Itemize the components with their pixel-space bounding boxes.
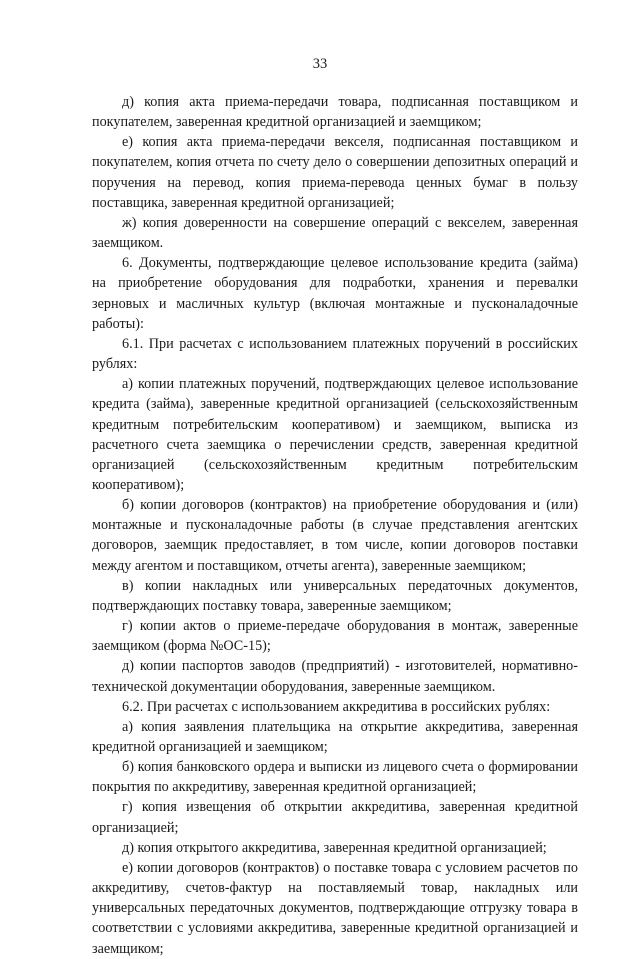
paragraph-6-2-item-b: б) копия банковского ордера и выписки из лицевого счета о формировании покрытия по аккредитиву, заверенная кредитной организацией; bbox=[92, 759, 578, 796]
paragraph-section-6: 6. Документы, подтверждающие целевое использование кредита (займа) на приобретение оборудования для подработки, хранения и перевалки зерновых и масличных культур (включая монтажные и пусконаладочные работы): bbox=[92, 255, 578, 332]
paragraph-6-2-item-g: г) копия извещения об открытии аккредитива, заверенная кредитной организацией; bbox=[92, 799, 578, 836]
paragraph-6-1-item-g: г) копии актов о приеме-передаче оборудования в монтаж, заверенные заемщиком (форма №ОС-15); bbox=[92, 618, 578, 655]
paragraph-section-6-1: 6.1. При расчетах с использованием платежных поручений в российских рублях: bbox=[92, 335, 578, 373]
paragraph-item-e-bill-act: е) копия акта приема-передачи векселя, подписанная поставщиком и покупателем, копия отчета по счету дело о совершении депозитных операций и поручения на перевод, копия приема-перевода ценных бумаг в пользу поставщика, заверенная кредитной организацией; bbox=[92, 134, 578, 211]
page-number: 33 bbox=[312, 56, 328, 72]
paragraph-6-2-item-a: а) копия заявления плательщика на открытие аккредитива, заверенная кредитной организацией и заемщиком; bbox=[92, 718, 578, 755]
paragraph-6-1-item-d: д) копии паспортов заводов (предприятий) - изготовителей, нормативно-технической документации оборудования, заверенные заемщиком. bbox=[92, 658, 578, 695]
paragraph-6-1-item-v: в) копии накладных или универсальных передаточных документов, подтверждающих поставку товара, заверенные заемщиком; bbox=[92, 577, 578, 614]
paragraph-section-6-2: 6.2. При расчетах с использованием аккредитива в российских рублях: bbox=[122, 698, 551, 715]
paragraph-6-2-item-e: е) копии договоров (контрактов) о поставке товара с условием расчетов по аккредитиву, счетов-фактур на поставляемый товар, накладных или универсальных передаточных документов, подтверждающие отгрузку товара в соответствии с условиями аккредитива, заверенные кредитной организацией и заемщиком; bbox=[92, 859, 578, 957]
paragraph-item-d-act: д) копия акта приема-передачи товара, подписанная поставщиком и покупателем, заверенная кредитной организацией и заемщиком; bbox=[92, 94, 578, 131]
paragraph-6-1-item-b: б) копии договоров (контрактов) на приобретение оборудования и (или) монтажные и пусконаладочные работы (в случае представления агентских договоров, заемщик предоставляет, в том числе, копии договоров поставки между агентом и поставщиком, отчеты агента), заверенные заемщиком; bbox=[92, 497, 578, 574]
document-body bbox=[92, 92, 578, 959]
paragraph-6-1-item-a: а) копии платежных поручений, подтверждающих целевое использование кредита (займа), заверенные кредитной организацией (сельскохозяйственным кредитным потребительским кооперативом) и заемщиком, выписка из расчетного счета заемщика о перечислении средств, заверенная кредитной организацией (сельскохозяйственным кредитным потребительским кооперативом); bbox=[92, 376, 578, 493]
paragraph-item-zh-power-of-attorney: ж) копия доверенности на совершение операций с векселем, заверенная заемщиком. bbox=[92, 214, 578, 252]
paragraph-6-2-item-d: д) копия открытого аккредитива, заверенная кредитной организацией; bbox=[122, 839, 547, 856]
